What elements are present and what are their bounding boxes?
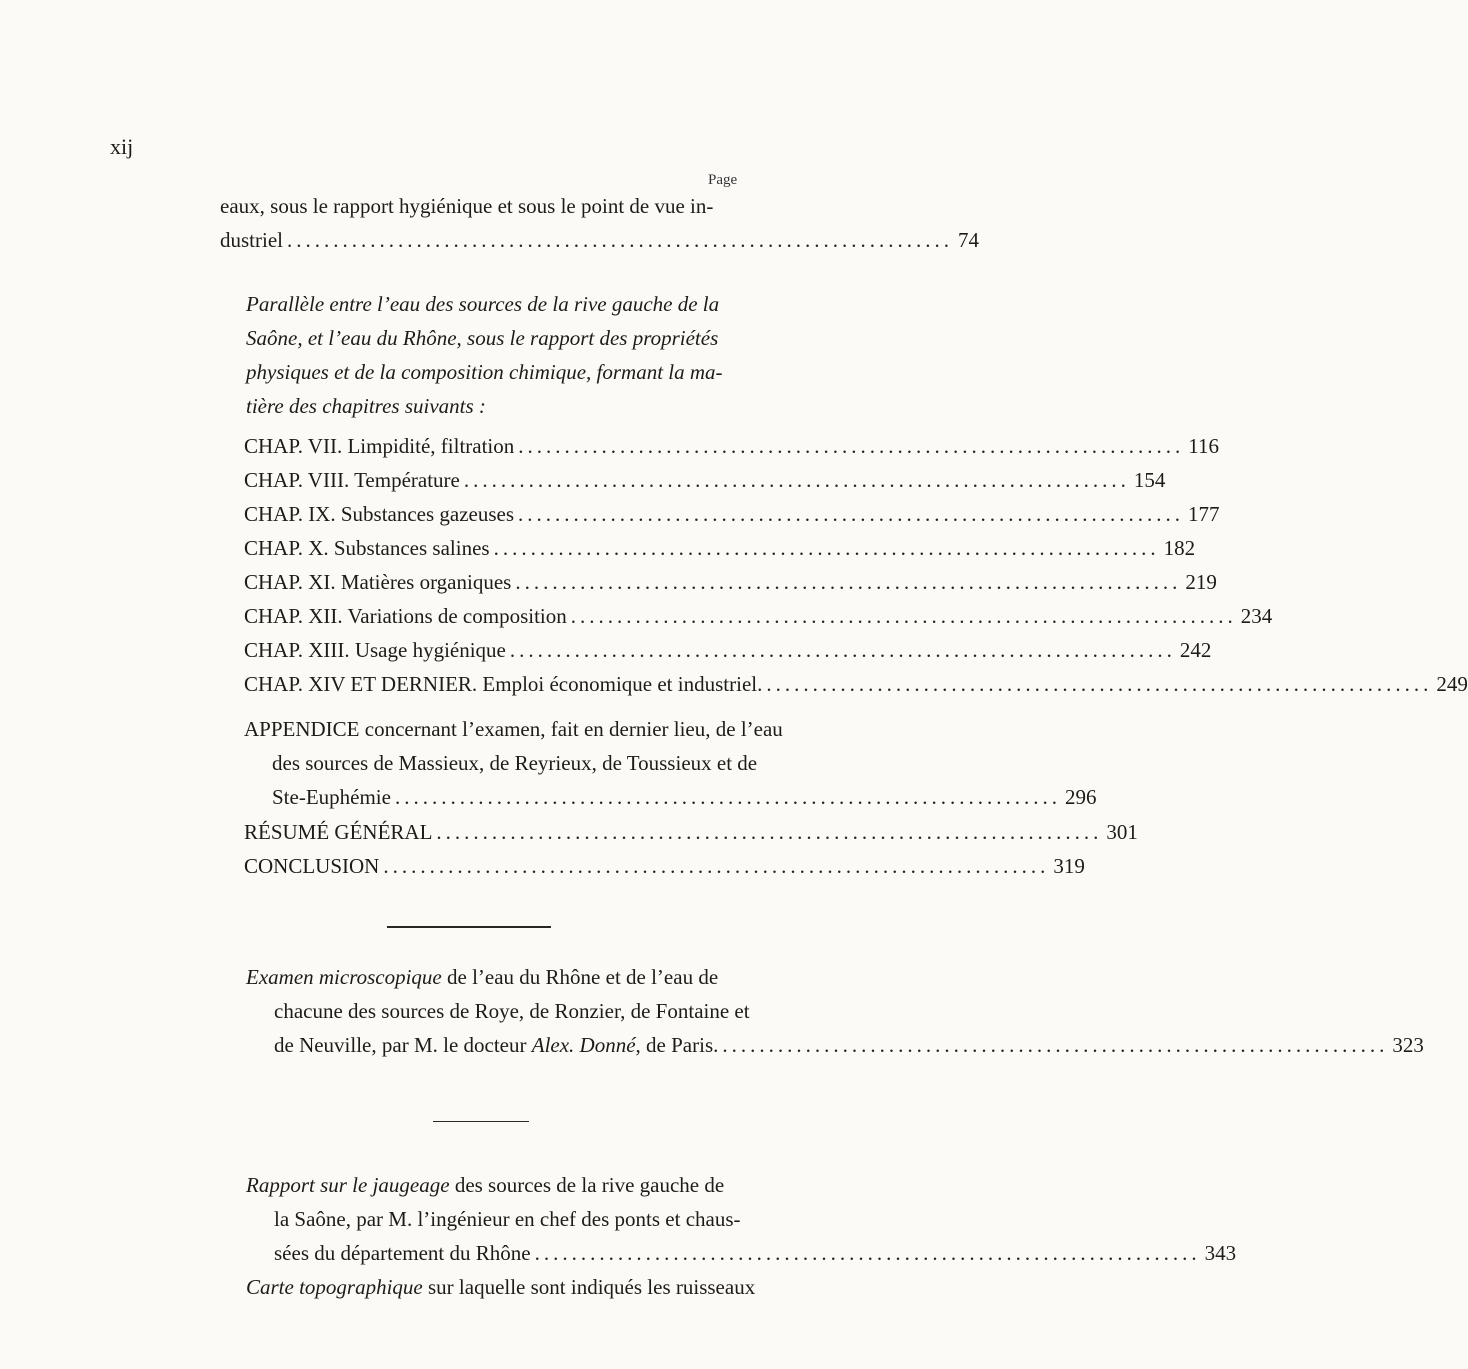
examen-author: Alex. Donné bbox=[531, 1033, 636, 1057]
toc-chapter-xii bbox=[244, 603, 1273, 629]
examen-line-3 bbox=[274, 1032, 1424, 1058]
appendice-line-3 bbox=[272, 784, 1097, 810]
toc-chapter-text: CHAP. XIII. Usage hygiénique bbox=[244, 638, 506, 662]
examen-title: Examen microscopique bbox=[246, 965, 442, 989]
parallele-line-1: Parallèle entre l’eau des sources de la rive gauche de la bbox=[246, 292, 720, 316]
toc-chapter-vii bbox=[244, 433, 1219, 459]
toc-chapter-xi bbox=[244, 569, 1217, 595]
toc-chapter-viii bbox=[244, 467, 1166, 493]
toc-resume bbox=[244, 819, 1138, 845]
toc-chapter-page: 242 bbox=[1179, 638, 1212, 662]
toc-chapter-text: CHAP. VIII. Température bbox=[244, 468, 460, 492]
toc-chapter-text: CHAP. IX. Substances gazeuses bbox=[244, 502, 515, 526]
examen-line-1-rest: de l’eau du Rhône et de l’eau de bbox=[441, 965, 719, 989]
toc-chapter-text: CHAP. XIV ET DERNIER. Emploi économique et industriel. bbox=[244, 672, 763, 696]
carte-title: Carte topographique bbox=[246, 1275, 423, 1299]
intro-line-2 bbox=[220, 227, 979, 253]
toc-conclusion bbox=[244, 853, 1085, 879]
examen-line-3-text bbox=[274, 1032, 718, 1058]
rapport-line-2: la Saône, par M. l’ingénieur en chef des ponts et chaus- bbox=[274, 1207, 741, 1231]
leader-dots: ........................................................................ bbox=[766, 672, 1433, 696]
leader-dots: ........................................................................ bbox=[570, 604, 1237, 628]
appendice-page: 296 bbox=[1064, 785, 1097, 809]
toc-chapter-page: 116 bbox=[1188, 434, 1219, 458]
leader-dots: ........................................................................ bbox=[518, 502, 1185, 526]
examen-line-3-pre: de Neuville, par M. le docteur bbox=[274, 1033, 532, 1057]
leader-dots: ........................................................................ bbox=[509, 638, 1176, 662]
intro-line-2-text: dustriel bbox=[220, 228, 283, 252]
leader-dots: ........................................................................ bbox=[383, 854, 1050, 878]
examen-line-1 bbox=[246, 964, 718, 990]
rapport-title: Rapport sur le jaugeage bbox=[246, 1173, 450, 1197]
toc-chapter-page: 177 bbox=[1188, 502, 1220, 526]
examen-line-2: chacune des sources de Roye, de Ronzier, de Fontaine et bbox=[274, 999, 750, 1023]
examen-line-3-post: , de Paris. bbox=[635, 1033, 719, 1057]
appendice-line-2: des sources de Massieux, de Reyrieux, de Toussieux et de bbox=[272, 751, 758, 775]
rapport-page: 343 bbox=[1204, 1241, 1237, 1265]
parallele-line-3: physiques et de la composition chimique, formant la ma- bbox=[246, 360, 723, 384]
rapport-line-1 bbox=[246, 1172, 724, 1198]
leader-dots: ........................................................................ bbox=[463, 468, 1130, 492]
toc-chapter-xiv bbox=[244, 671, 1468, 697]
resume-text: RÉSUMÉ GÉNÉRAL bbox=[244, 820, 433, 844]
resume-page: 301 bbox=[1106, 820, 1138, 844]
toc-chapter-page: 249 bbox=[1436, 672, 1468, 696]
leader-dots: ........................................................................ bbox=[515, 570, 1182, 594]
toc-chapter-page: 219 bbox=[1185, 570, 1217, 594]
parallele-line-4: tière des chapitres suivants : bbox=[246, 394, 486, 418]
leader-dots: ........................................................................ bbox=[518, 434, 1185, 458]
appendice-line-3-text: Ste-Euphémie bbox=[272, 785, 391, 809]
conclusion-text: CONCLUSION bbox=[244, 854, 380, 878]
toc-chapter-text: CHAP. XI. Matières organiques bbox=[244, 570, 512, 594]
toc-chapter-page: 154 bbox=[1133, 468, 1166, 492]
toc-chapter-xiii bbox=[244, 637, 1212, 663]
section-divider bbox=[387, 926, 551, 928]
examen-page: 323 bbox=[1392, 1033, 1424, 1057]
toc-chapter-page: 234 bbox=[1240, 604, 1273, 628]
carte-line bbox=[246, 1274, 755, 1300]
rapport-line-1-rest: des sources de la rive gauche de bbox=[449, 1173, 725, 1197]
rapport-line-3 bbox=[274, 1240, 1237, 1266]
toc-chapter-x bbox=[244, 535, 1196, 561]
leader-dots: ........................................................................ bbox=[287, 228, 953, 252]
appendice-line-1: APPENDICE concernant l’examen, fait en dernier lieu, de l’eau bbox=[244, 717, 783, 741]
toc-chapter-ix bbox=[244, 501, 1220, 527]
toc-chapter-text: CHAP. XII. Variations de composition bbox=[244, 604, 567, 628]
section-divider bbox=[433, 1121, 529, 1122]
leader-dots: ........................................................................ bbox=[534, 1241, 1201, 1265]
intro-page: 74 bbox=[958, 228, 979, 252]
toc-chapter-text: CHAP. VII. Limpidité, filtration bbox=[244, 434, 515, 458]
leader-dots: ........................................................................ bbox=[436, 820, 1103, 844]
carte-rest: sur laquelle sont indiqués les ruisseaux bbox=[422, 1275, 756, 1299]
parallele-line-2: Saône, et l’eau du Rhône, sous le rapport des propriétés bbox=[246, 326, 719, 350]
leader-dots: ........................................................................ bbox=[394, 785, 1061, 809]
toc-chapter-page: 182 bbox=[1163, 536, 1196, 560]
leader-dots: ........................................................................ bbox=[722, 1033, 1389, 1057]
rapport-line-3-text: sées du département du Rhône bbox=[274, 1241, 531, 1265]
page-number: xij bbox=[110, 134, 134, 159]
toc-chapter-text: CHAP. X. Substances salines bbox=[244, 536, 490, 560]
intro-line-1: eaux, sous le rapport hygiénique et sous le point de vue in- bbox=[220, 194, 714, 218]
leader-dots: ........................................................................ bbox=[493, 536, 1160, 560]
conclusion-page: 319 bbox=[1053, 854, 1085, 878]
page-column-label: Page bbox=[708, 172, 738, 188]
